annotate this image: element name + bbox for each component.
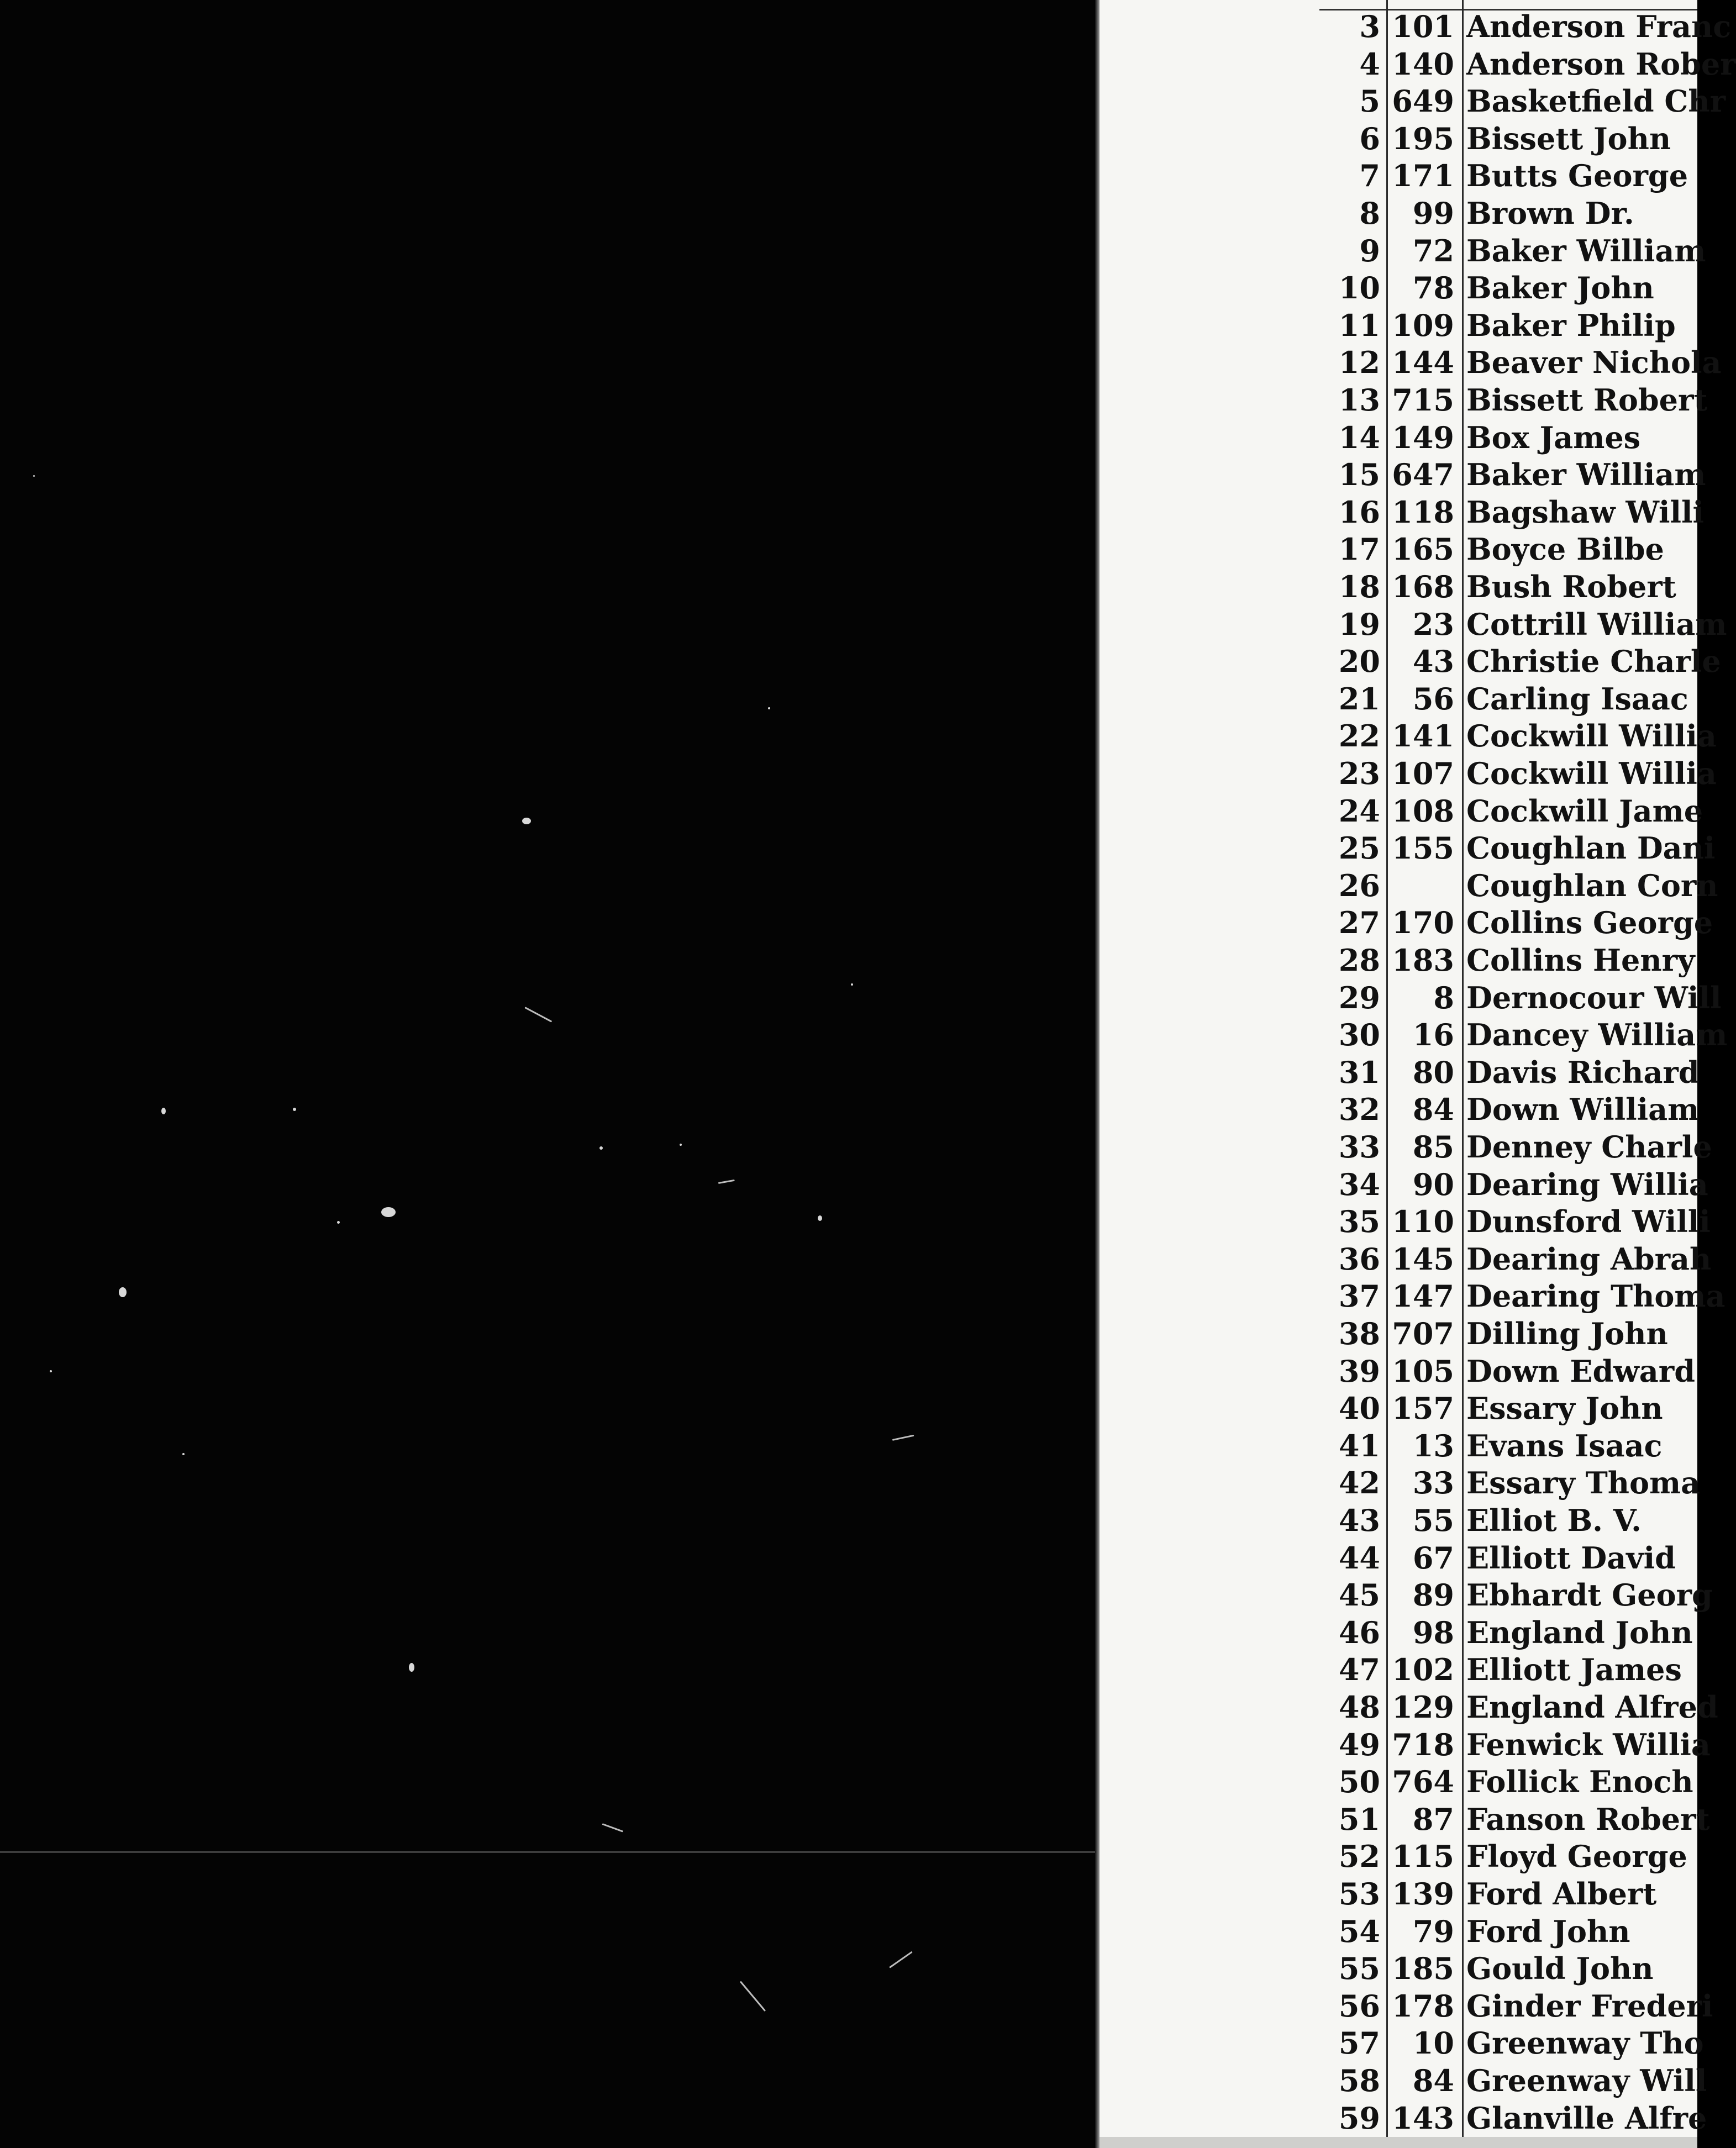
person-name: Glanville Alfre: [1466, 2100, 1707, 2136]
ledger-row: [1319, 1427, 1701, 1465]
row-number: 14: [1338, 419, 1380, 455]
bottom-cut-edge: [1100, 2137, 1697, 2148]
person-name: Greenway Will: [1466, 2063, 1707, 2098]
person-name: Bush Robert: [1466, 569, 1676, 604]
row-number: 22: [1338, 718, 1380, 754]
ledger-row: [1319, 157, 1701, 194]
register-number: 108: [1392, 793, 1454, 829]
person-name: Down William: [1466, 1092, 1700, 1128]
row-number: 4: [1359, 46, 1380, 82]
register-number: 84: [1412, 2063, 1454, 2098]
register-number: 107: [1392, 756, 1454, 791]
ledger-row: [1319, 1240, 1712, 1278]
name-ledger: [1319, 0, 1736, 2148]
ledger-row: [1319, 1800, 1710, 1838]
ledger-row: [1319, 1091, 1701, 1128]
dust-speck: [33, 475, 35, 477]
person-name: Ebhardt Georg: [1466, 1577, 1713, 1613]
row-number: 10: [1338, 270, 1380, 306]
person-name: Dernocour Will: [1466, 980, 1722, 1015]
person-name: Greenway Tho: [1466, 2025, 1704, 2061]
row-number: 46: [1338, 1614, 1380, 1650]
person-name: Beaver Nichola: [1466, 345, 1722, 381]
register-number: 84: [1412, 1092, 1454, 1128]
register-number: 647: [1392, 457, 1454, 493]
ledger-row: [1319, 1987, 1713, 2025]
ledger-row: [1319, 792, 1701, 830]
dust-speck: [293, 1108, 296, 1111]
person-name: Bissett Robert: [1466, 382, 1708, 418]
dust-speck: [337, 1221, 340, 1224]
ledger-row: [1319, 194, 1701, 232]
dust-speck: [50, 1370, 52, 1372]
row-number: 16: [1338, 494, 1380, 530]
register-number: 170: [1392, 905, 1454, 941]
register-number: 8: [1433, 980, 1454, 1015]
person-name: Coughlan Corn: [1466, 867, 1718, 903]
person-name: Carling Isaac: [1466, 681, 1688, 717]
register-number: 13: [1412, 1428, 1454, 1463]
row-number: 55: [1338, 1951, 1380, 1987]
ledger-row: [1319, 1614, 1701, 1651]
dust-speck: [522, 818, 531, 824]
row-number: 7: [1359, 158, 1380, 194]
row-number: 21: [1338, 681, 1380, 717]
person-name: Dearing Willia: [1466, 1166, 1708, 1202]
row-number: 19: [1338, 606, 1380, 642]
register-number: 115: [1392, 1839, 1454, 1875]
row-number: 29: [1338, 980, 1380, 1015]
register-number: 105: [1392, 1353, 1454, 1389]
ledger-row: [1319, 680, 1701, 718]
dust-speck: [818, 1215, 822, 1221]
person-name: Collins George: [1466, 905, 1713, 941]
row-number: 38: [1338, 1316, 1380, 1351]
ledger-row: [1319, 2099, 1707, 2137]
person-name: Essary Thoma: [1466, 1465, 1701, 1501]
row-number: 18: [1338, 569, 1380, 604]
register-number: 85: [1412, 1129, 1454, 1165]
register-number: 147: [1392, 1278, 1454, 1314]
register-number: 178: [1392, 1988, 1454, 2024]
person-name: Dearing Abrah: [1466, 1241, 1712, 1277]
row-number: 6: [1359, 120, 1380, 156]
ledger-row: [1319, 1389, 1701, 1427]
register-number: 101: [1392, 9, 1454, 44]
person-name: Dearing Thoma: [1466, 1278, 1726, 1314]
register-number: 168: [1392, 569, 1454, 604]
row-number: 45: [1338, 1577, 1380, 1613]
ledger-row: [1319, 1054, 1701, 1091]
dust-speck: [161, 1108, 166, 1114]
person-name: England John: [1466, 1614, 1693, 1650]
ledger-row: [1319, 45, 1736, 83]
person-name: Dancey William: [1466, 1017, 1728, 1053]
register-number: 109: [1392, 307, 1454, 343]
ledger-row: [1319, 269, 1701, 307]
row-number: 56: [1338, 1988, 1380, 2024]
person-name: Basketfield Chr: [1466, 83, 1726, 119]
ledger-row: [1319, 120, 1701, 157]
person-name: Evans Isaac: [1466, 1428, 1663, 1463]
register-number: 140: [1392, 46, 1454, 82]
register-number: 707: [1392, 1316, 1454, 1351]
person-name: Essary John: [1466, 1391, 1663, 1426]
person-name: Fenwick Willia: [1466, 1726, 1711, 1762]
row-number: 49: [1338, 1726, 1380, 1762]
row-number: 26: [1338, 867, 1380, 903]
ledger-row: [1319, 1726, 1711, 1763]
row-number: 43: [1338, 1503, 1380, 1538]
person-name: Dilling John: [1466, 1316, 1668, 1351]
person-name: Elliott David: [1466, 1540, 1676, 1576]
dust-speck: [851, 983, 853, 986]
ledger-row: [1319, 755, 1717, 792]
ledger-row: [1319, 979, 1722, 1017]
register-number: 144: [1392, 345, 1454, 381]
ledger-row: [1319, 1203, 1711, 1240]
register-number: 67: [1412, 1540, 1454, 1576]
register-number: 16: [1412, 1017, 1454, 1053]
ledger-row: [1319, 1838, 1701, 1875]
row-number: 59: [1338, 2100, 1380, 2136]
person-name: Christie Charle: [1466, 644, 1721, 680]
row-number: 33: [1338, 1129, 1380, 1165]
ledger-row: [1319, 1651, 1701, 1688]
register-number: 718: [1392, 1726, 1454, 1762]
row-number: 20: [1338, 644, 1380, 680]
register-number: 56: [1412, 681, 1454, 717]
dust-speck: [182, 1453, 185, 1455]
register-number: 157: [1392, 1391, 1454, 1426]
register-number: 23: [1412, 606, 1454, 642]
register-number: 145: [1392, 1241, 1454, 1277]
register-number: 98: [1412, 1614, 1454, 1650]
row-number: 37: [1338, 1278, 1380, 1314]
person-name: Baker John: [1466, 270, 1654, 306]
person-name: England Alfred: [1466, 1689, 1718, 1725]
row-number: 24: [1338, 793, 1380, 829]
person-name: Baker William: [1466, 233, 1706, 268]
ledger-row: [1319, 493, 1705, 531]
row-number: 44: [1338, 1540, 1380, 1576]
dust-speck: [680, 1144, 682, 1146]
ledger-row: [1319, 606, 1727, 643]
register-number: 89: [1412, 1577, 1454, 1613]
row-number: 31: [1338, 1054, 1380, 1090]
row-number: 11: [1338, 307, 1380, 343]
register-number: 78: [1412, 270, 1454, 306]
person-name: Gould John: [1466, 1951, 1654, 1987]
person-name: Denney Charle: [1466, 1129, 1712, 1165]
row-number: 30: [1338, 1017, 1380, 1053]
row-number: 35: [1338, 1204, 1380, 1240]
ledger-row: [1319, 8, 1732, 45]
ledger-row: [1319, 867, 1718, 904]
ledger-row: [1319, 1016, 1728, 1054]
register-number: 43: [1412, 644, 1454, 680]
register-number: 649: [1392, 83, 1454, 119]
person-name: Anderson Franc: [1466, 9, 1732, 44]
register-number: 141: [1392, 718, 1454, 754]
person-name: Box James: [1466, 419, 1641, 455]
row-number: 41: [1338, 1428, 1380, 1463]
person-name: Cottrill William: [1466, 606, 1727, 642]
ledger-row: [1319, 419, 1701, 456]
row-number: 58: [1338, 2063, 1380, 2098]
register-number: 155: [1392, 830, 1454, 866]
ledger-row: [1319, 2062, 1707, 2099]
row-number: 47: [1338, 1652, 1380, 1688]
person-name: Anderson Rober: [1466, 46, 1736, 82]
register-number: 183: [1392, 943, 1454, 978]
person-name: Butts George: [1466, 158, 1688, 194]
person-name: Baker Philip: [1466, 307, 1676, 343]
ledger-row: [1319, 344, 1722, 381]
row-number: 5: [1359, 83, 1380, 119]
row-number: 54: [1338, 1913, 1380, 1949]
person-name: Floyd George: [1466, 1839, 1687, 1875]
person-name: Boyce Bilbe: [1466, 531, 1664, 567]
register-number: 110: [1392, 1204, 1454, 1240]
person-name: Ford Albert: [1466, 1876, 1657, 1912]
ledger-row: [1319, 1576, 1713, 1614]
row-number: 39: [1338, 1353, 1380, 1389]
register-number: 99: [1412, 196, 1454, 231]
register-number: 149: [1392, 419, 1454, 455]
row-number: 17: [1338, 531, 1380, 567]
register-number: 79: [1412, 1913, 1454, 1949]
person-name: Dunsford Willi: [1466, 1204, 1711, 1240]
dust-speck: [599, 1146, 603, 1150]
register-number: 139: [1392, 1876, 1454, 1912]
row-number: 42: [1338, 1465, 1380, 1501]
register-number: 715: [1392, 382, 1454, 418]
person-name: Coughlan Dani: [1466, 830, 1716, 866]
person-name: Elliott James: [1466, 1652, 1682, 1688]
ledger-row: [1319, 82, 1726, 120]
dust-speck: [119, 1287, 127, 1297]
register-number: 143: [1392, 2100, 1454, 2136]
row-number: 3: [1359, 9, 1380, 44]
row-number: 57: [1338, 2025, 1380, 2061]
person-name: Elliot B. V.: [1466, 1503, 1642, 1538]
register-number: 764: [1392, 1764, 1454, 1800]
ledger-row: [1319, 941, 1701, 979]
person-name: Ford John: [1466, 1913, 1630, 1949]
register-number: 72: [1412, 233, 1454, 268]
ledger-row: [1319, 1950, 1701, 1987]
ledger-row: [1319, 1166, 1708, 1203]
ledger-row: [1319, 1128, 1712, 1166]
row-number: 48: [1338, 1689, 1380, 1725]
ledger-row: [1319, 568, 1701, 606]
ledger-row: [1319, 1763, 1701, 1800]
ledger-row: [1319, 1913, 1701, 1950]
ledger-row: [1319, 232, 1706, 270]
ledger-row: [1319, 1688, 1718, 1726]
person-name: Cockwill Willia: [1466, 718, 1717, 754]
register-number: 171: [1392, 158, 1454, 194]
ledger-row: [1319, 904, 1713, 941]
ledger-row: [1319, 2024, 1704, 2062]
ledger-row: [1319, 1502, 1701, 1539]
ledger-row: [1319, 829, 1716, 867]
ledger-row: [1319, 1464, 1701, 1502]
dust-speck: [768, 707, 770, 709]
ledger-row: [1319, 456, 1706, 493]
row-number: 51: [1338, 1801, 1380, 1837]
dust-speck: [409, 1663, 414, 1672]
register-number: 33: [1412, 1465, 1454, 1501]
ledger-row: [1319, 643, 1721, 680]
person-name: Bagshaw Willi: [1466, 494, 1705, 530]
register-number: 55: [1412, 1503, 1454, 1538]
register-number: 185: [1392, 1951, 1454, 1987]
row-number: 52: [1338, 1839, 1380, 1875]
ledger-row: [1319, 1539, 1701, 1577]
row-number: 32: [1338, 1092, 1380, 1128]
ledger-row: [1319, 530, 1701, 568]
ledger-row: [1319, 1352, 1701, 1390]
row-number: 23: [1338, 756, 1380, 791]
row-number: 36: [1338, 1241, 1380, 1277]
register-number: 195: [1392, 120, 1454, 156]
row-number: 27: [1338, 905, 1380, 941]
row-number: 13: [1338, 382, 1380, 418]
person-name: Cockwill Willia: [1466, 756, 1717, 791]
ledger-row: [1319, 717, 1717, 755]
register-number: 129: [1392, 1689, 1454, 1725]
register-number: 102: [1392, 1652, 1454, 1688]
person-name: Follick Enoch: [1466, 1764, 1693, 1800]
person-name: Bissett John: [1466, 120, 1671, 156]
row-number: 53: [1338, 1876, 1380, 1912]
register-number: 10: [1412, 2025, 1454, 2061]
ledger-row: [1319, 307, 1701, 344]
person-name: Down Edward: [1466, 1353, 1695, 1389]
row-number: 9: [1359, 233, 1380, 268]
ledger-row: [1319, 1875, 1701, 1913]
register-number: 90: [1412, 1166, 1454, 1202]
ledger-row: [1319, 1277, 1726, 1315]
register-number: 118: [1392, 494, 1454, 530]
row-number: 12: [1338, 345, 1380, 381]
register-number: 87: [1412, 1801, 1454, 1837]
ledger-row: [1319, 381, 1708, 419]
person-name: Brown Dr.: [1466, 196, 1634, 231]
person-name: Davis Richard: [1466, 1054, 1700, 1090]
row-number: 25: [1338, 830, 1380, 866]
register-number: 165: [1392, 531, 1454, 567]
ledger-row-list: [1319, 0, 1736, 2148]
register-number: 80: [1412, 1054, 1454, 1090]
row-number: 8: [1359, 196, 1380, 231]
row-number: 50: [1338, 1764, 1380, 1800]
person-name: Baker William: [1466, 457, 1706, 493]
person-name: Fanson Robert: [1466, 1801, 1710, 1837]
person-name: Cockwill Jame: [1466, 793, 1703, 829]
row-number: 28: [1338, 943, 1380, 978]
ledger-row: [1319, 1315, 1701, 1352]
dust-speck: [381, 1207, 396, 1217]
person-name: Collins Henry: [1466, 943, 1695, 978]
row-number: 15: [1338, 457, 1380, 493]
person-name: Ginder Frederi: [1466, 1988, 1713, 2024]
row-number: 34: [1338, 1166, 1380, 1202]
row-number: 40: [1338, 1391, 1380, 1426]
